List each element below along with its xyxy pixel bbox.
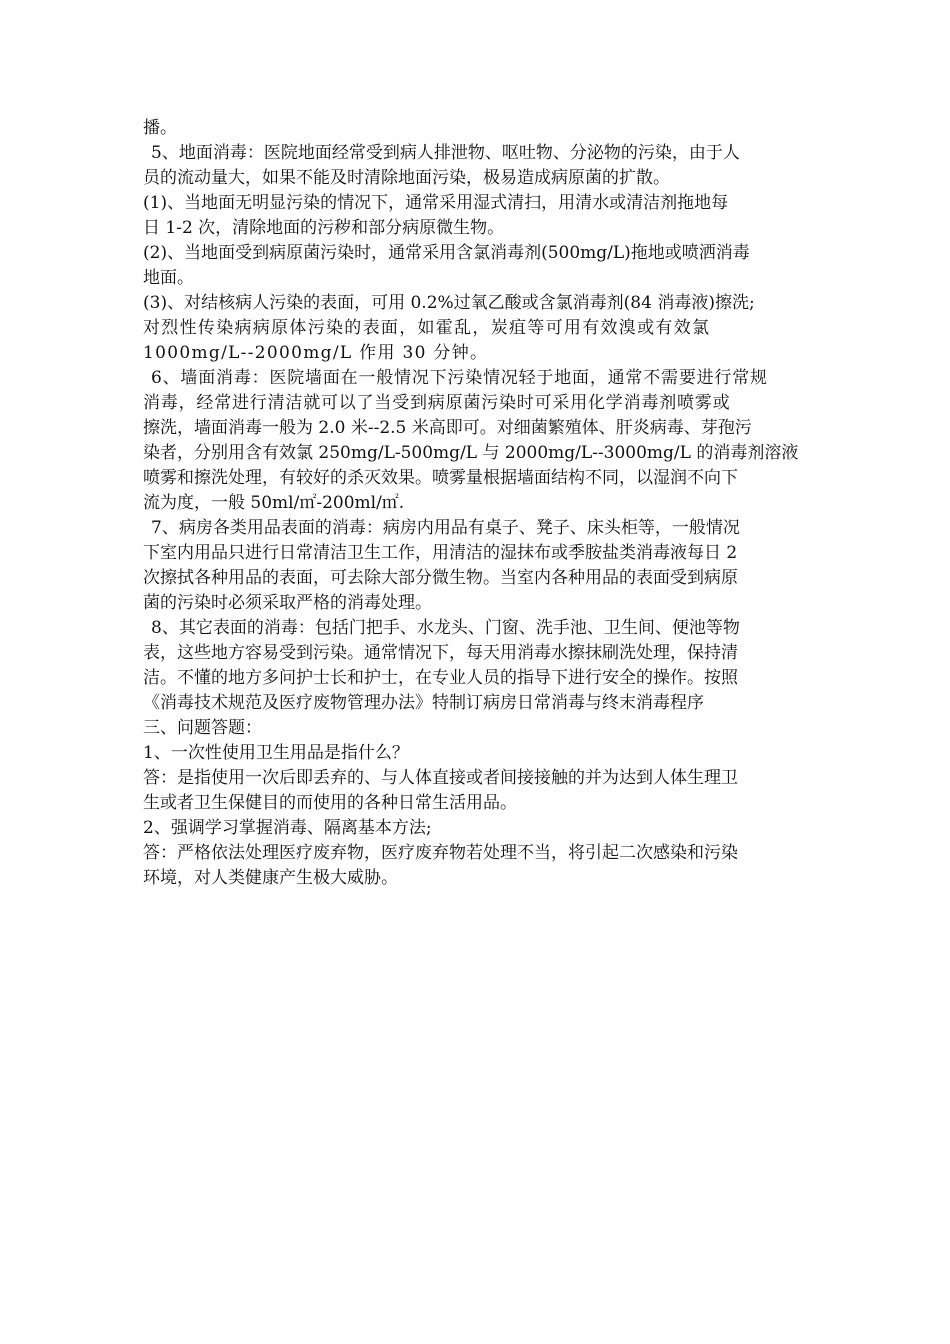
- text-line: 5、地面消毒：医院地面经常受到病人排泄物、呕吐物、分泌物的污染，由于人: [151, 143, 740, 163]
- text-line: 菌的污染时必须采取严格的消毒处理。: [143, 593, 432, 613]
- text-line: 洁。不懂的地方多问护士长和护士，在专业人员的指导下进行安全的操作。按照: [143, 668, 738, 688]
- text-line: 对烈性传染病病原体污染的表面，如霍乱，炭疽等可用有效溴或有效氯: [143, 318, 711, 338]
- text-line: 三、问题答题：: [143, 718, 262, 738]
- text-line: 6、墙面消毒：医院墙面在一般情况下污染情况轻于地面，通常不需要进行常规: [151, 368, 768, 388]
- text-line: 地面。: [143, 268, 194, 288]
- text-line: 1000mg/L--2000mg/L 作用 30 分钟。: [143, 343, 489, 363]
- text-line: 表，这些地方容易受到污染。通常情况下，每天用消毒水擦抹刷洗处理，保持清: [143, 643, 738, 663]
- text-line: 7、病房各类用品表面的消毒：病房内用品有桌子、凳子、床头柜等，一般情况: [151, 518, 740, 538]
- text-line: (1)、当地面无明显污染的情况下，通常采用湿式清扫，用清水或清洁剂拖地每: [143, 193, 729, 213]
- text-line: 擦洗，墙面消毒一般为 2.0 米--2.5 米高即可。对细菌繁殖体、肝炎病毒、芽孢污: [143, 418, 752, 438]
- text-line: 员的流动量大，如果不能及时清除地面污染，极易造成病原菌的扩散。: [143, 168, 670, 188]
- text-line: 染者，分别用含有效氯 250mg/L-500mg/L 与 2000mg/L--3000mg/L 的消毒剂溶液: [143, 443, 799, 463]
- text-line: 8、其它表面的消毒：包括门把手、水龙头、门窗、洗手池、卫生间、便池等物: [151, 618, 740, 638]
- text-line: 环境，对人类健康产生极大威胁。: [143, 868, 398, 888]
- text-line: 答：严格依法处理医疗废弃物，医疗废弃物若处理不当，将引起二次感染和污染: [143, 843, 738, 863]
- text-line: 消毒，经常进行清洁就可以了当受到病原菌污染时可采用化学消毒剂喷雾或: [143, 393, 731, 413]
- text-line: (2)、当地面受到病原菌污染时，通常采用含氯消毒剂(500mg/L)拖地或喷洒消毒: [143, 243, 750, 263]
- text-line: 次擦拭各种用品的表面，可去除大部分微生物。当室内各种用品的表面受到病原: [143, 568, 738, 588]
- text-line: 生或者卫生保健目的而使用的各种日常生活用品。: [143, 793, 517, 813]
- text-line: 2、强调学习掌握消毒、隔离基本方法;: [143, 818, 432, 838]
- text-line: 《消毒技术规范及医疗废物管理办法》特制订病房日常消毒与终末消毒程序: [143, 693, 704, 713]
- text-line: 1、一次性使用卫生用品是指什么？: [143, 743, 409, 763]
- text-line: (3)、对结核病人污染的表面，可用 0.2%过氧乙酸或含氯消毒剂(84 消毒液)擦洗;: [143, 293, 755, 313]
- text-line: 答：是指使用一次后即丢弃的、与人体直接或者间接接触的并为达到人体生理卫: [143, 768, 738, 788]
- text-line: 流为度，一般 50ml/㎡-200ml/㎡.: [143, 493, 405, 513]
- text-line: 喷雾和擦洗处理，有较好的杀灭效果。喷雾量根据墙面结构不同，以湿润不向下: [143, 468, 738, 488]
- text-line: 日 1-2 次，清除地面的污秽和部分病原微生物。: [143, 218, 505, 238]
- text-line: 播。: [143, 118, 177, 138]
- text-line: 下室内用品只进行日常清洁卫生工作，用清洁的湿抹布或季胺盐类消毒液每日 2: [143, 543, 738, 563]
